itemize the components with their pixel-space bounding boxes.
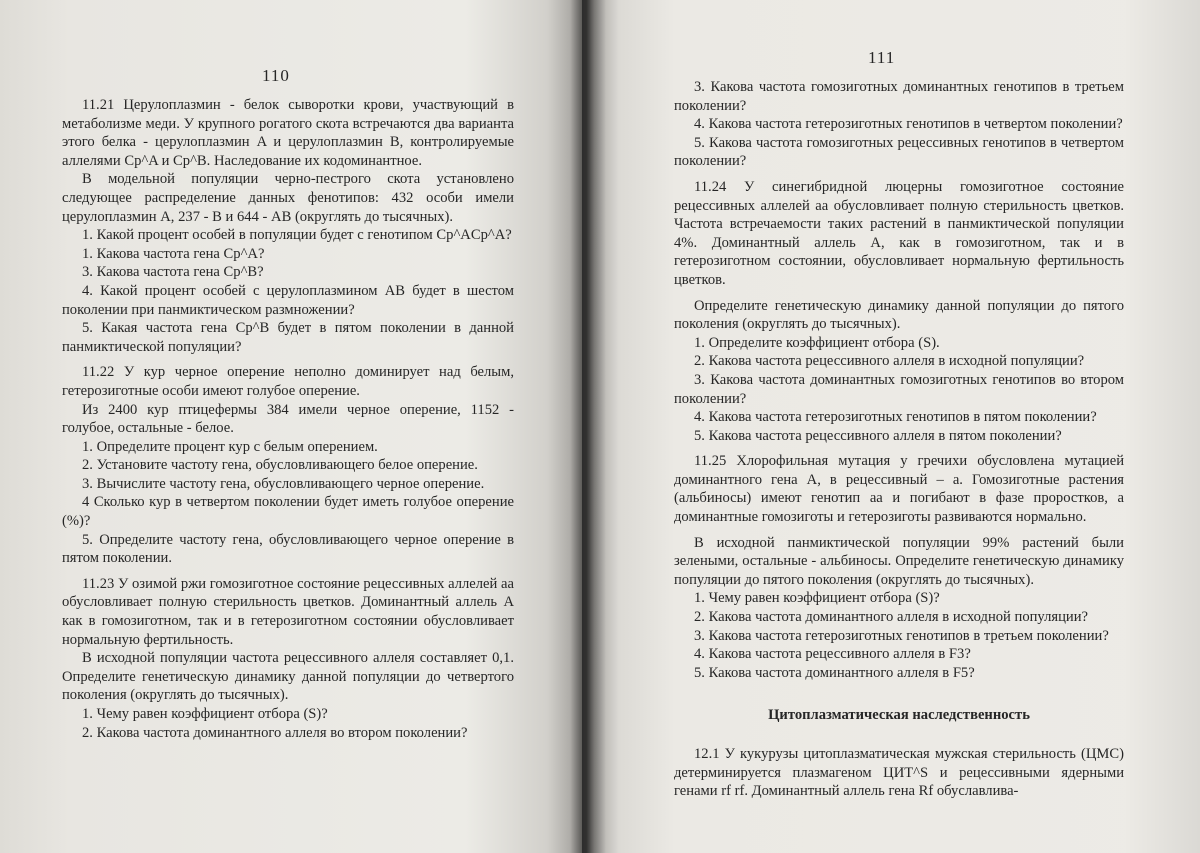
paragraph: В исходной популяции частота рецессивного аллеля составляет 0,1. Определите генетическую динамику данной популяции до четвертого поколения (округлять до тысячных).	[62, 650, 514, 704]
question: 1. Какова частота гена Cp^A?	[82, 245, 265, 262]
problem-11-23: 11.23 У озимой ржи гомозиготное состояние рецессивных аллелей aa обусловливает полную стерильность цветков. Доминантный аллель A как в гомозиготном, так и в гетерозиготном состоянии обусловливает нормальную фертильность.	[62, 575, 514, 648]
left-page-text	[62, 96, 514, 742]
section-heading: Цитоплазматическая наследственность	[768, 707, 1030, 724]
question: 4. Какова частота гетерозиготных генотипов в четвертом поколении?	[694, 116, 1123, 133]
question: 3. Какова частота доминантных гомозиготных генотипов во втором поколении?	[674, 371, 1124, 407]
problem-11-22: 11.22 У кур черное оперение неполно доминирует над белым, гетерозиготные особи имеют голубое оперение.	[62, 364, 514, 399]
question: 5. Какая частота гена Cp^B будет в пятом поколении в данной панмиктической популяции?	[62, 320, 514, 355]
question: 1. Чему равен коэффициент отбора (S)?	[694, 590, 940, 607]
question: 2. Установите частоту гена, обусловливающего белое оперение.	[82, 457, 478, 474]
question: 4 Сколько кур в четвертом поколении будет иметь голубое оперение (%)?	[62, 494, 514, 530]
question: 1. Чему равен коэффициент отбора (S)?	[82, 706, 328, 722]
question: 1. Определите коэффициент отбора (S).	[694, 334, 940, 351]
question: 4. Какой процент особей с церулоплазмином AB будет в шестом поколении при панмиктическом размножении?	[62, 282, 514, 318]
question: 4. Какова частота рецессивного аллеля в F3?	[694, 646, 971, 663]
question: 3. Вычислите частоту гена, обусловливающего черное оперение.	[82, 475, 485, 492]
question: 4. Какова частота гетерозиготных генотипов в пятом поколении?	[694, 409, 1097, 426]
question: 5. Какова частота гомозиготных рецессивных генотипов в четвертом поколении?	[674, 134, 1124, 170]
question: 5. Определите частоту гена, обусловливающего черное оперение в пятом поколении.	[62, 531, 514, 567]
question: 2. Какова частота доминантного аллеля в исходной популяции?	[694, 609, 1088, 626]
question: 3. Какова частота гена Cp^B?	[82, 264, 264, 281]
page-number-left: 110	[262, 66, 290, 85]
problem-11-21: 11.21 Церулоплазмин - белок сыворотки крови, участвующий в метаболизме меди. У крупного рогатого скота встречаются два варианта этого белка - церулоплазмин A и церулоплазмин B, контролируемые аллелями Cp^A и Cp^B. Наследование их кодоминантное.	[62, 97, 514, 169]
question: 1. Какой процент особей в популяции будет с генотипом Cp^ACp^A?	[82, 227, 512, 244]
problem-11-25: 11.25 Хлорофильная мутация у гречихи обусловлена мутацией доминантного гена A, в рецессивный – a. Гомозиготные растения (альбиносы) имеют генотип aa и погибают в фазе проростков, а доминантные гомозиготы и гетерозиготы развиваются нормально.	[674, 453, 1124, 526]
paragraph: В модельной популяции черно-пестрого скота установлено следующее распределение данных фенотипов: 432 особи имели церулоплазмин A, 237 - B и 644 - AB (округлять до тысячных).	[62, 171, 514, 225]
question: 5. Какова частота доминантного аллеля в F5?	[694, 664, 975, 681]
question: 5. Какова частота рецессивного аллеля в пятом поколении?	[694, 427, 1062, 444]
paragraph: В исходной панмиктической популяции 99% растений были зелеными, остальные - альбиносы. Определите генетическую динамику популяции до пятого поколения (округлять до тысячных).	[674, 534, 1124, 588]
page-edge-shadow	[1124, 0, 1200, 853]
problem-11-24: 11.24 У синегибридной люцерны гомозиготное состояние рецессивных аллелей aa обусловливает полную стерильность цветков. Частота встречаемости таких растений в панмиктической популяции 4%. Доминантный аллель A, как в гомозиготном, так и в гетерозиготном состоянии, обусловливает нормальную фертильность цветков.	[674, 178, 1124, 288]
question: 3. Какова частота гомозиготных доминантных генотипов в третьем поколении?	[674, 79, 1124, 114]
question: 2. Какова частота доминантного аллеля во втором поколении?	[82, 724, 468, 741]
page-number-right: 111	[868, 48, 896, 67]
question: 3. Какова частота гетерозиготных генотипов в третьем поколении?	[694, 627, 1109, 644]
question: 2. Какова частота рецессивного аллеля в исходной популяции?	[694, 353, 1085, 370]
left-page	[0, 0, 582, 853]
paragraph: Определите генетическую динамику данной популяции до пятого поколения (округлять до тысячных).	[674, 297, 1124, 333]
problem-12-1: 12.1 У кукурузы цитоплазматическая мужская стерильность (ЦМС) детерминируется плазмагеном ЦИТ^S и рецессивными ядерными генами rf rf. Доминантный аллель гена Rf обуславлива-	[674, 746, 1124, 800]
question: 1. Определите процент кур с белым оперением.	[82, 438, 378, 455]
paragraph: Из 2400 кур птицефермы 384 имели черное оперение, 1152 - голубое, остальные - белое.	[62, 401, 514, 437]
right-page-text	[674, 78, 1124, 801]
